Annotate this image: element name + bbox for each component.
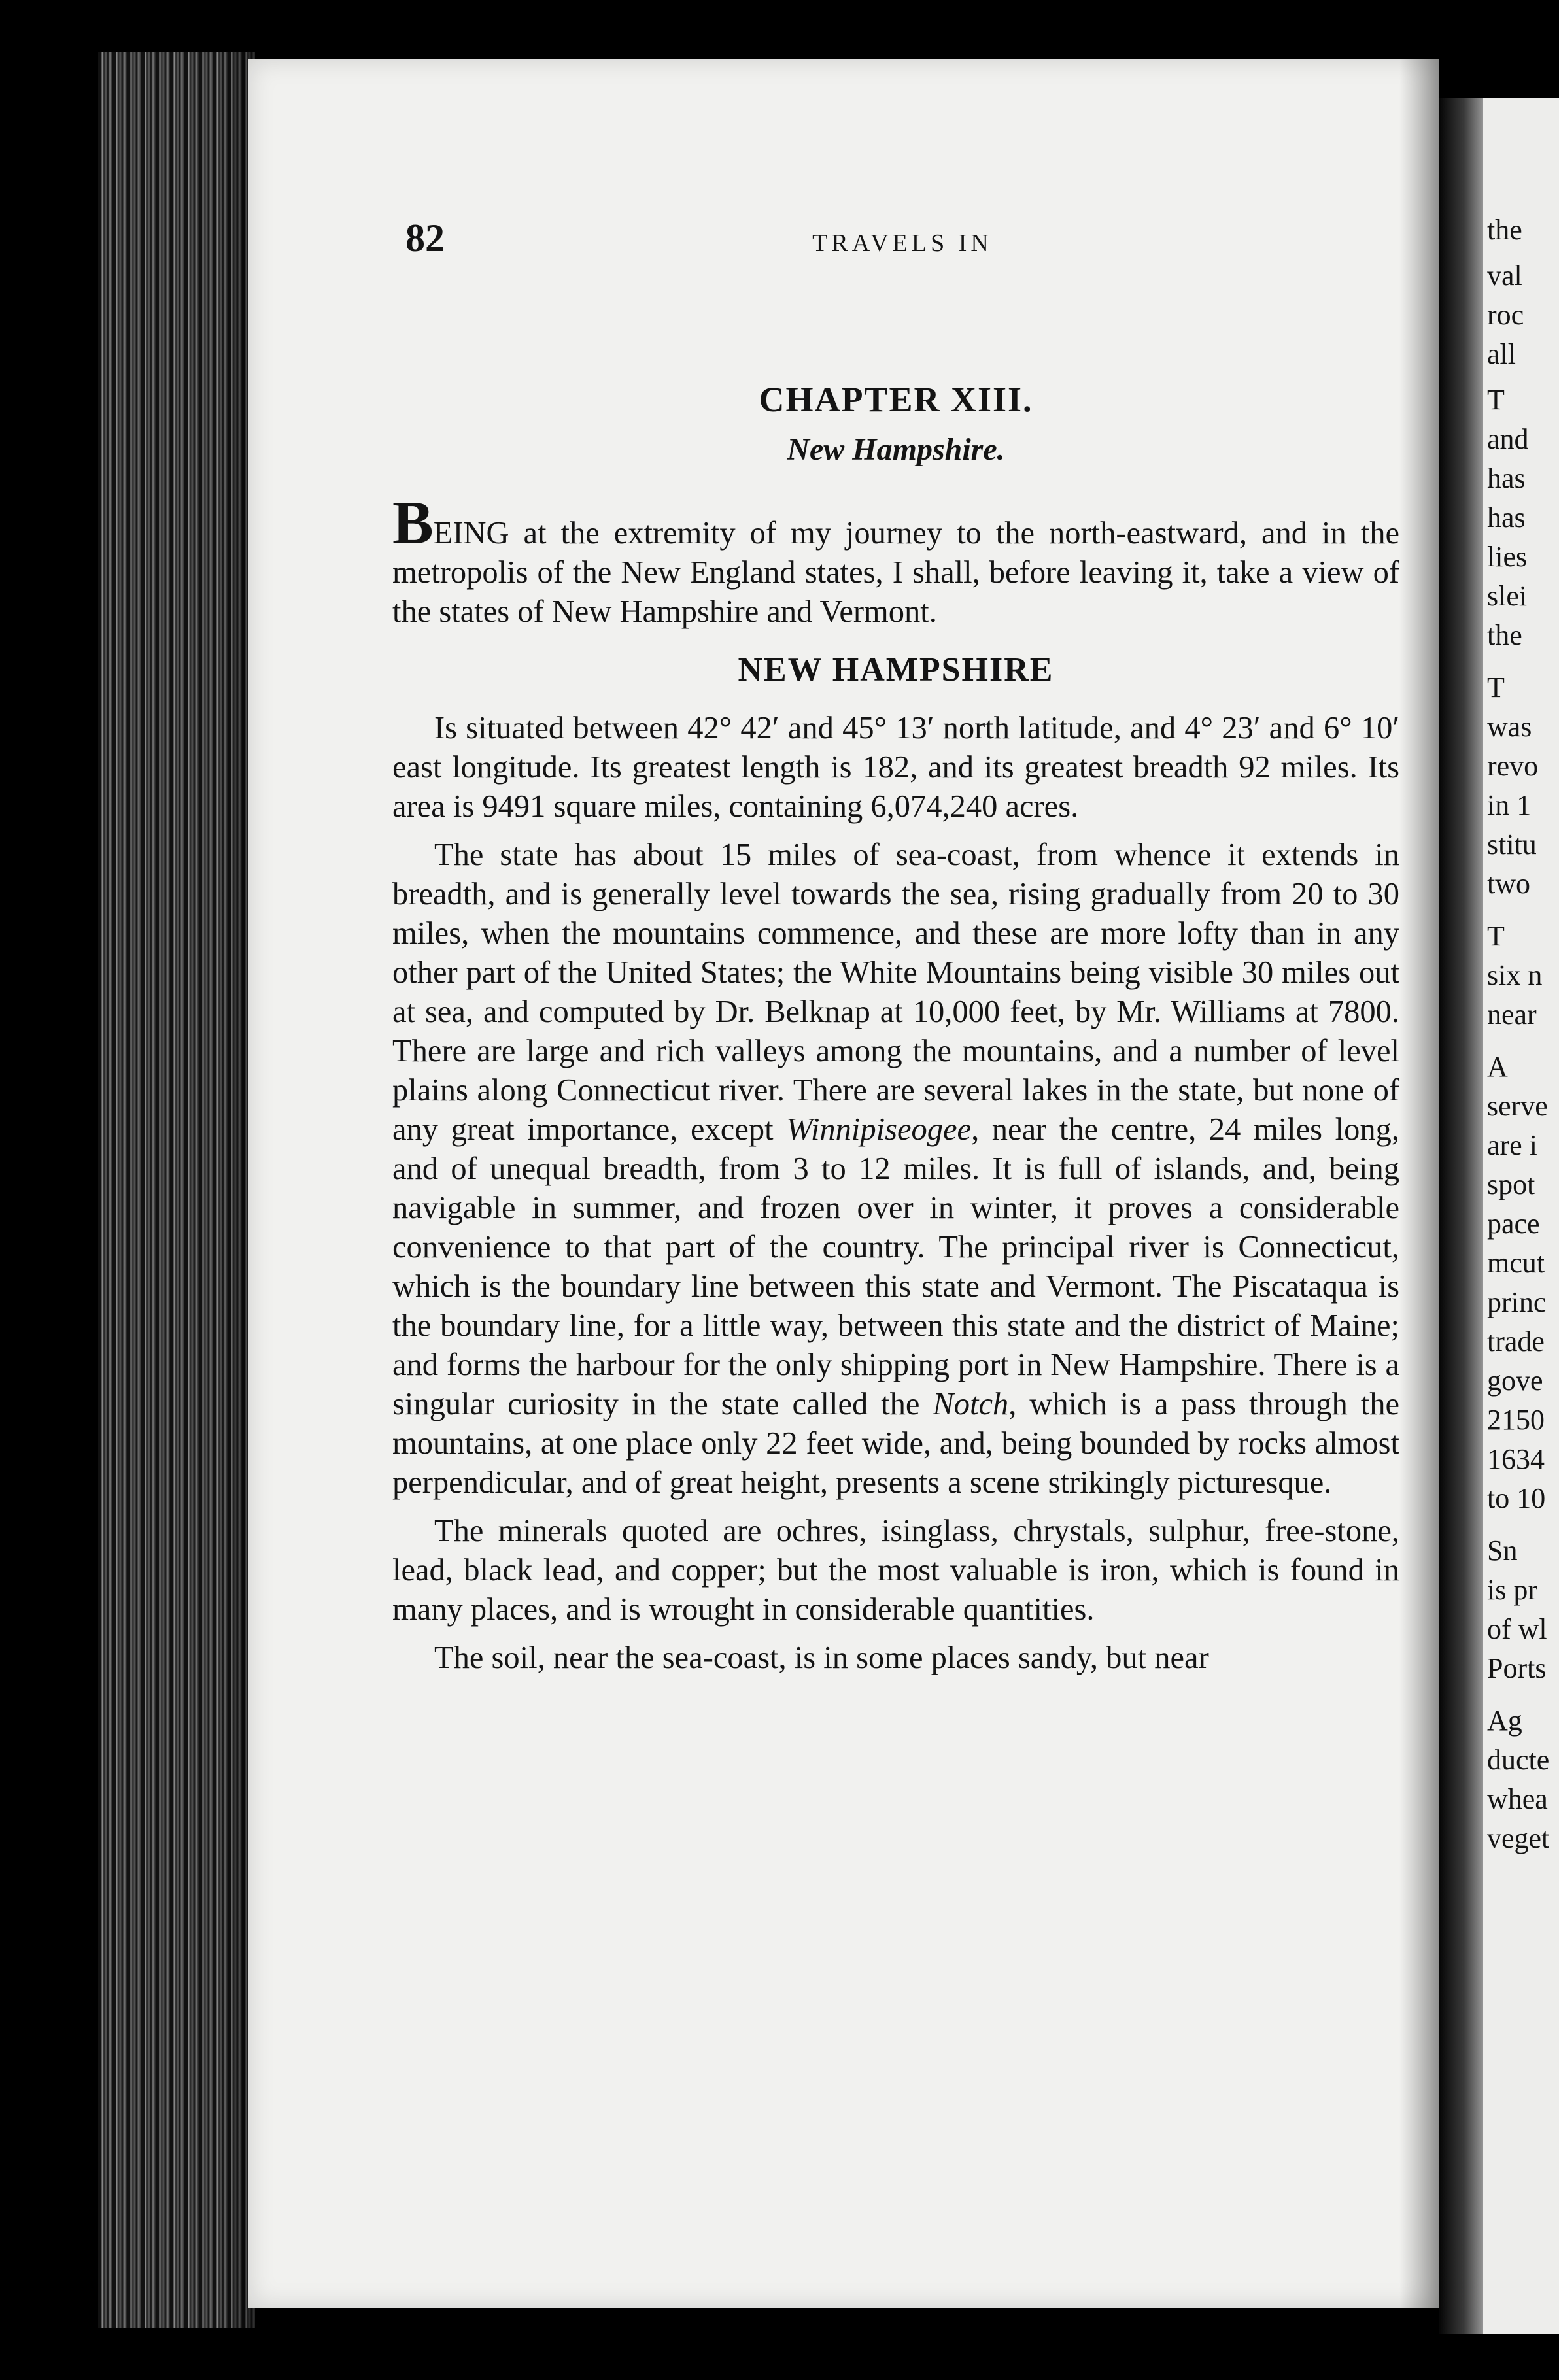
chapter-title: CHAPTER XIII.	[759, 380, 1033, 419]
facing-page-line: val	[1487, 260, 1522, 292]
facing-page-line: revo	[1487, 750, 1539, 782]
facing-page-line: T	[1487, 384, 1505, 416]
facing-page-line: in 1	[1487, 789, 1532, 821]
facing-page-line: are i	[1487, 1129, 1537, 1161]
facing-page-line: serve	[1487, 1090, 1548, 1122]
italic-lake-name: Winnipiseogee	[786, 1112, 972, 1147]
page-gutter-shadow	[1399, 59, 1439, 2308]
facing-page-line: whea	[1487, 1783, 1548, 1815]
chapter-subtitle: New Hampshire.	[787, 432, 1005, 467]
facing-page-line: princ	[1487, 1286, 1547, 1318]
facing-page-line: was	[1487, 711, 1532, 743]
paragraph-soil: The soil, near the sea-coast, is in some places sandy, but near	[434, 1640, 1209, 1675]
facing-page-line: trade	[1487, 1325, 1545, 1357]
facing-page-line: 1634	[1487, 1443, 1545, 1475]
facing-page-line: stitu	[1487, 828, 1537, 860]
italic-pass-name: Notch	[933, 1387, 1009, 1421]
paragraph-geography: The state has about 15 miles of sea-coast, from whence it extends in breadth, and is generally level towards the sea, rising gradually from 20 to 30 miles, when the mountains commence, and these are more lofty than in any other part of the United States; the White Mountains being visible 30 miles out at sea, and computed by Dr. Belknap at 10,000 feet, by Mr. Williams at 7800. There are large and rich valleys among the mountains, and a number of level plains along Connecticut river. There are several lakes in the state, but none of any great importance, except Winnipiseogee, near the centre, 24 miles long, and of unequal breadth, from 3 to 12 miles. It is full of islands, and, being navigable in summer, and frozen over in winter, it proves a considerable convenience to that part of the country. The principal river is Connecticut, which is the boundary line between this state and Vermont. The Piscataqua is the boundary line, for a little way, between this state and the district of Maine; and forms the harbour for the only shipping port in New Hampshire. There is a singular curiosity in the state called the Notch, which is a pass through the mountains, at one place only 22 feet wide, and, being bounded by rocks almost perpendicular, and of great height, presents a scene strikingly picturesque.	[392, 838, 1399, 1500]
facing-page-line: lies	[1487, 541, 1528, 573]
running-title: TRAVELS IN	[812, 230, 993, 257]
facing-page-line: the	[1487, 214, 1522, 246]
facing-page-line: slei	[1487, 580, 1528, 612]
facing-page-line: roc	[1487, 299, 1524, 331]
facing-page-line: Sn	[1487, 1535, 1518, 1567]
facing-page-line: pace	[1487, 1208, 1540, 1240]
facing-page-line: and	[1487, 423, 1529, 455]
facing-page-line: six n	[1487, 959, 1543, 991]
facing-page-line: A	[1487, 1051, 1508, 1083]
paragraph-location: Is situated between 42° 42′ and 45° 13′ north latitude, and 4° 23′ and 6° 10′ east longitude. Its greatest length is 182, and its greatest breadth 92 miles. Its area is 9491 square miles, containing 6,074,240 acres.	[392, 711, 1399, 824]
facing-page-line: spot	[1487, 1168, 1535, 1200]
facing-page-line: of wl	[1487, 1613, 1547, 1645]
intro-paragraph: BEING at the extremity of my journey to the north-eastward, and in the metropolis of the New England states, I shall, before leaving it, take a view of the states of New Hampshire and Vermont.	[392, 489, 1399, 629]
page-number: 82	[405, 216, 445, 260]
facing-page-line: two	[1487, 868, 1530, 900]
facing-page-line: 2150	[1487, 1404, 1545, 1436]
facing-page-line: has	[1487, 502, 1526, 534]
facing-page	[1483, 98, 1559, 2334]
facing-page-line: near	[1487, 998, 1537, 1030]
facing-page-line: has	[1487, 462, 1526, 494]
facing-page-line: veget	[1487, 1822, 1550, 1854]
page-body	[392, 379, 1399, 1678]
page-header	[405, 216, 1413, 275]
paragraph-minerals: The minerals quoted are ochres, isinglass, chrystals, sulphur, free-stone, lead, black lead, and copper; but the most valuable is iron, which is found in many places, and is wrought in considerable quantities.	[392, 1514, 1399, 1627]
facing-page-line: T	[1487, 672, 1505, 704]
facing-page-edge	[1439, 98, 1484, 2334]
facing-page-line: all	[1487, 338, 1516, 370]
facing-page-line: is pr	[1487, 1574, 1537, 1606]
facing-page-line: Ports	[1487, 1652, 1547, 1684]
facing-page-line: to 10	[1487, 1482, 1546, 1514]
facing-page-line: gove	[1487, 1365, 1543, 1397]
facing-page-line: the	[1487, 619, 1522, 651]
facing-page-line: T	[1487, 920, 1505, 952]
facing-page-line: mcut	[1487, 1247, 1545, 1279]
section-heading: NEW HAMPSHIRE	[738, 651, 1054, 688]
facing-page-line: ducte	[1487, 1744, 1550, 1776]
facing-page-line: Ag	[1487, 1705, 1522, 1737]
